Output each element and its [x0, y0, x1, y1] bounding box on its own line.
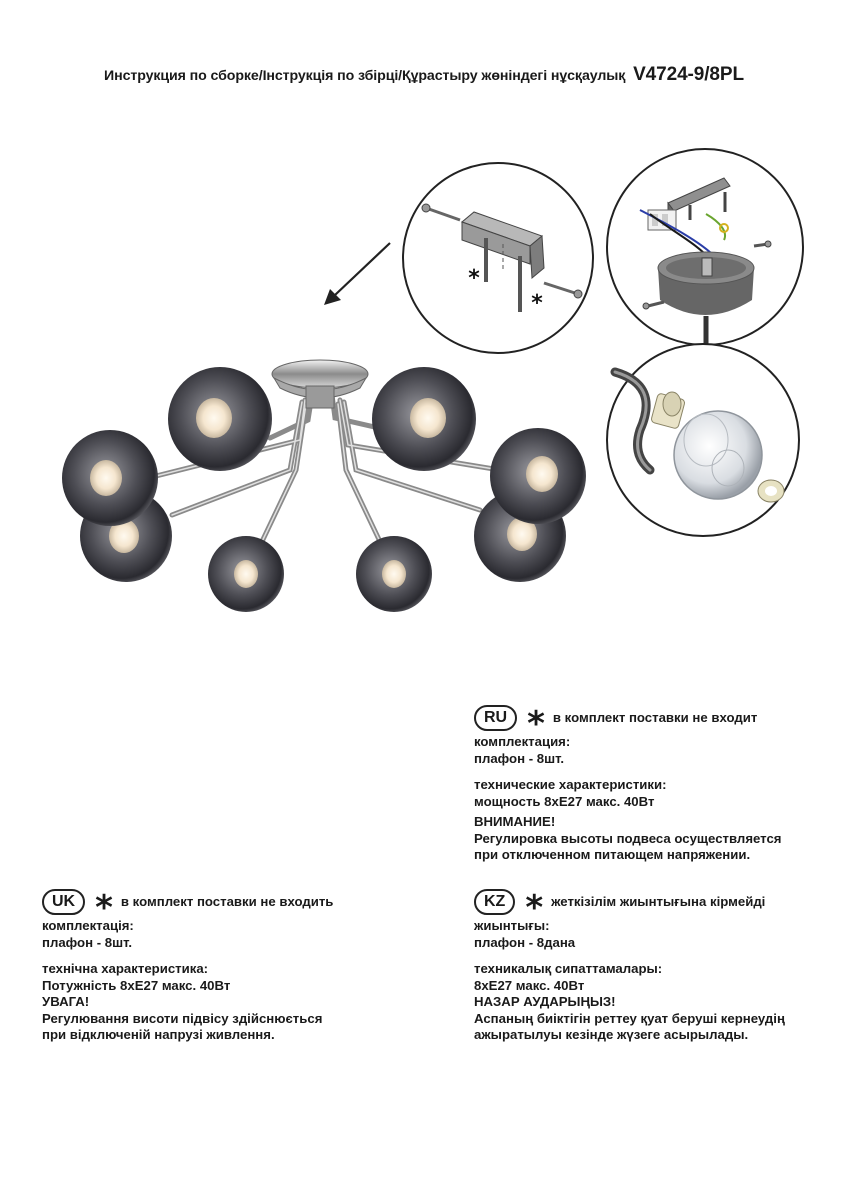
ru-package-label: комплектация: — [474, 734, 571, 749]
ru-warning-text: Регулировка высоты подвеса осуществляется — [474, 830, 782, 846]
arrow-down-left-icon — [324, 243, 390, 305]
ru-section — [474, 704, 781, 864]
glass-shade — [356, 536, 432, 612]
kz-package-label: жиынтығы: — [474, 918, 550, 933]
uk-specs-label: технічна характеристика: — [42, 961, 209, 976]
kz-section — [474, 888, 785, 1044]
uk-package-label: комплектація: — [42, 918, 134, 933]
kz-note: жеткізілім жиынтығына кірмейді — [551, 893, 766, 909]
glass-shade — [674, 411, 762, 499]
uk-note: в комплект поставки не входить — [120, 893, 334, 909]
uk-section — [42, 888, 333, 1044]
glass-shade — [62, 430, 158, 526]
ru-warning-text: при отключенном питающем напряжении. — [474, 847, 751, 862]
glass-shade — [208, 536, 284, 612]
kz-warning-text: ажыратылуы кезінде жүзеге асырылады. — [474, 1027, 749, 1042]
chandelier — [62, 360, 586, 612]
uk-badge: UK — [42, 889, 85, 915]
uk-warning-text: Регулювання висоти підвісу здійснюється — [42, 1010, 323, 1026]
uk-package-value: плафон - 8шт. — [42, 934, 133, 950]
ru-specs-value: мощность 8хЕ27 макс. 40Вт — [474, 793, 655, 809]
ring-nut — [758, 480, 784, 502]
detail-circle-canopy-wiring — [607, 149, 803, 345]
uk-warning-title: УВАГА! — [42, 994, 90, 1009]
kz-warning-title: НАЗАР АУДАРЫҢЫЗ! — [474, 994, 616, 1009]
ru-specs-label: технические характеристики: — [474, 777, 667, 792]
glass-shade — [372, 367, 476, 471]
ru-warning-title: ВНИМАНИЕ! — [474, 814, 556, 829]
model-number: V4724-9/8PL — [633, 64, 744, 85]
asterisk-icon: * — [527, 704, 545, 744]
glass-shade — [490, 428, 586, 524]
ceiling-canopy — [272, 360, 368, 408]
asterisk-icon: * — [525, 888, 544, 928]
ru-badge: RU — [474, 705, 517, 731]
kz-specs-value: 8хЕ27 макс. 40Вт — [474, 977, 585, 993]
title-text: Инструкция по сборке/Інструкція по збірці/Құрастыру жөніндегі нұсқаулық — [104, 68, 626, 84]
ru-note: в комплект поставки не входит — [552, 709, 758, 725]
detail-circle-mounting-bar — [403, 163, 593, 353]
asterisk-icon: * — [95, 888, 113, 928]
uk-warning-text: при відключеній напрузі живлення. — [42, 1027, 275, 1042]
asterisk-icon: * — [468, 266, 480, 291]
asterisk-icon: * — [531, 291, 543, 316]
glass-shade — [168, 367, 272, 471]
detail-circle-shade-attachment — [607, 344, 799, 536]
uk-specs-value: Потужність 8хЕ27 макс. 40Вт — [42, 977, 231, 993]
kz-warning-text: Аспаның биіктігін реттеу қуат беруші кернеудің — [474, 1010, 785, 1026]
kz-badge: KZ — [474, 889, 515, 915]
kz-package-value: плафон - 8дана — [474, 934, 576, 950]
ru-package-value: плафон - 8шт. — [474, 750, 565, 766]
kz-specs-label: техникалық сипаттамалары: — [474, 961, 663, 976]
